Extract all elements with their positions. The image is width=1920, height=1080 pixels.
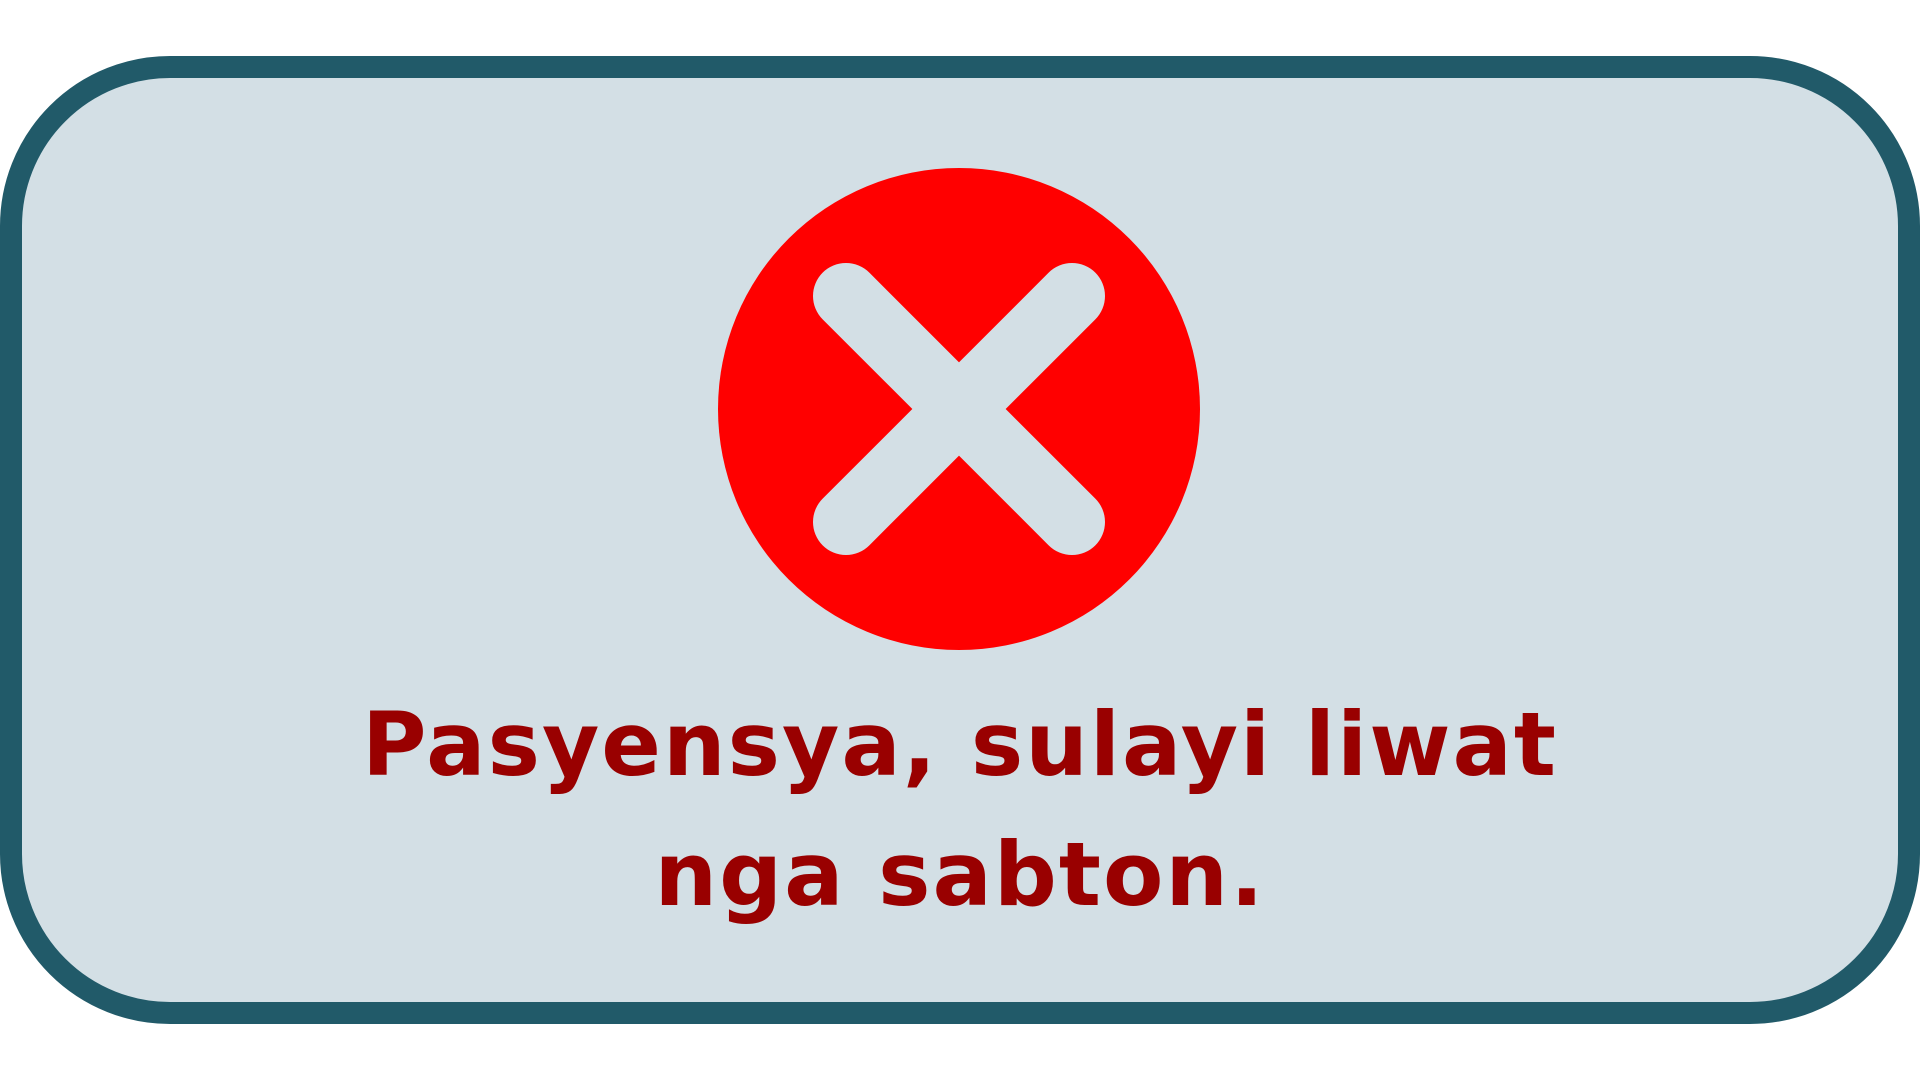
close-circle-icon [718,168,1200,650]
error-message-line-2: nga sabton. [654,823,1266,926]
error-message [150,680,1770,940]
error-message-line-1: Pasyensya, sulayi liwat [362,693,1558,796]
